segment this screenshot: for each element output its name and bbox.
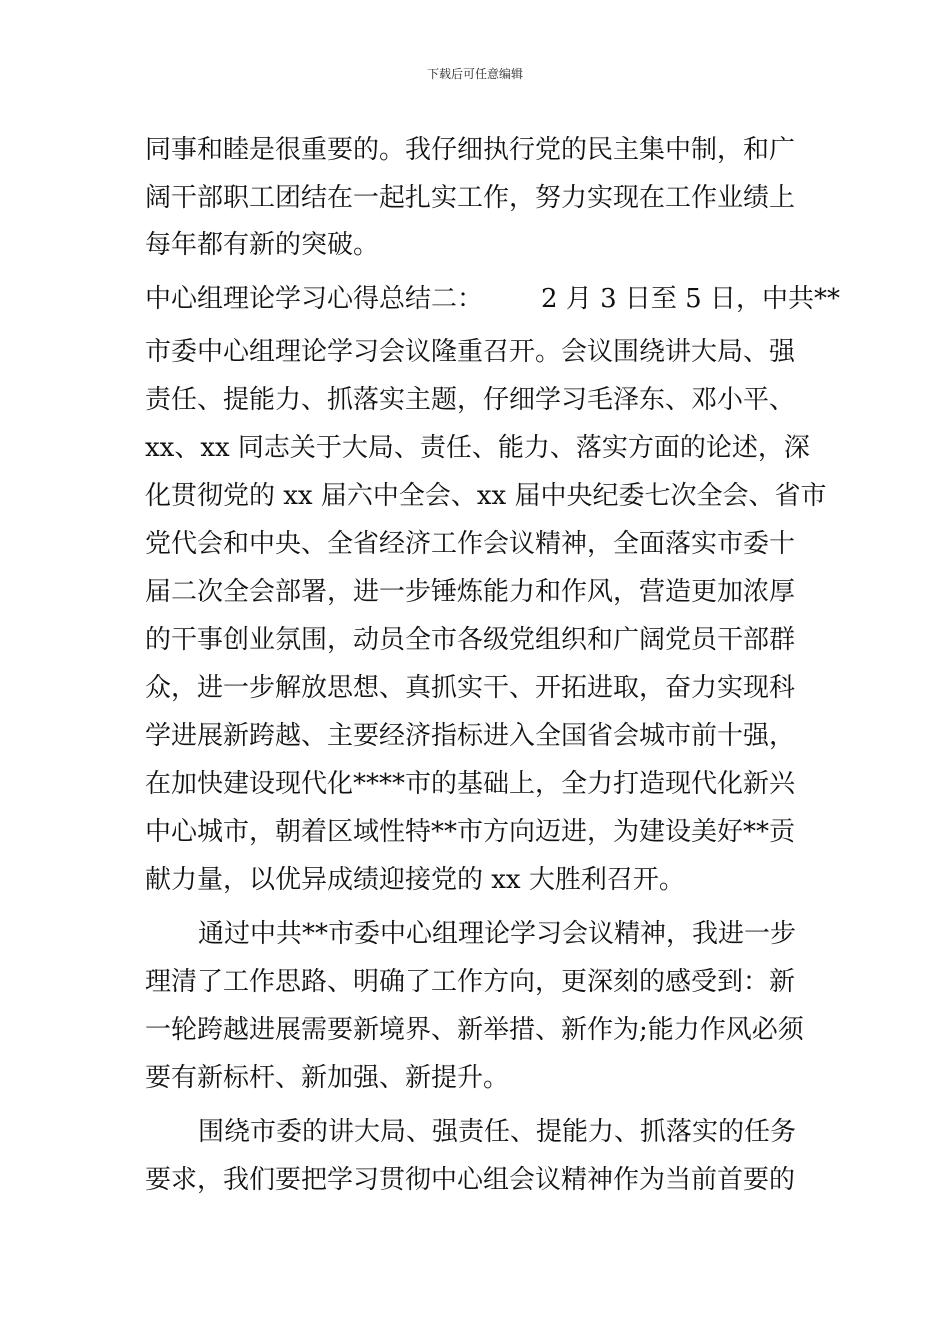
text-line: 的干事创业氛围，动员全市各级党组织和广阔党员干部群	[145, 625, 796, 655]
text-line: 理清了工作思路、明确了工作方向，更深刻的感受到：新	[145, 967, 796, 997]
text-line: 阔干部职工团结在一起扎实工作，努力实现在工作业绩上	[145, 183, 796, 213]
text-line: 届二次全会部署，进一步锤炼能力和作风，营造更加浓厚	[145, 577, 796, 607]
text-line: 责任、提能力、抓落实主题，仔细学习毛泽东、邓小平、	[145, 385, 796, 415]
text-line: 学进展新跨越、主要经济指标进入全国省会城市前十强，	[145, 721, 796, 751]
text-line: 每年都有新的突破。	[145, 230, 380, 260]
text-line: 要求，我们要把学习贯彻中心组会议精神作为当前首要的	[145, 1165, 796, 1195]
text-line: 要有新标杆、新加强、新提升。	[145, 1063, 510, 1093]
text-line: 一轮跨越进展需要新境界、新举措、新作为;能力作风必须	[145, 1015, 804, 1045]
text-line: 在加快建设现代化****市的基础上，全力打造现代化新兴	[145, 769, 796, 799]
text-line: 市委中心组理论学习会议隆重召开。会议围绕讲大局、强	[145, 337, 796, 367]
text-line: 中心城市，朝着区域性特**市方向迈进，为建设美好**贡	[145, 817, 796, 847]
text-line: 党代会和中央、全省经济工作会议精神，全面落实市委十	[145, 529, 796, 559]
section-heading-line	[145, 282, 840, 316]
text-line: xx、xx 同志关于大局、责任、能力、落实方面的论述，深	[145, 433, 810, 463]
paragraph-first-line: 围绕市委的讲大局、强责任、提能力、抓落实的任务	[198, 1117, 797, 1147]
text-line: 化贯彻党的 xx 届六中全会、xx 届中央纪委七次全会、省市	[145, 481, 827, 511]
page-header: 下载后可任意编辑	[426, 67, 523, 81]
text-line: 众，进一步解放思想、真抓实干、开拓进取，奋力实现科	[145, 673, 796, 703]
paragraph-first-line: 通过中共**市委中心组理论学习会议精神，我进一步	[198, 919, 797, 949]
text-line: 同事和睦是很重要的。我仔细执行党的民主集中制，和广	[145, 135, 796, 165]
text-line: 献力量，以优异成绩迎接党的 xx 大胜利召开。	[145, 865, 685, 895]
section-intro-text: 2 月 3 日至 5 日，中共**	[541, 284, 840, 314]
section-title: 中心组理论学习心得总结二：	[145, 284, 484, 314]
